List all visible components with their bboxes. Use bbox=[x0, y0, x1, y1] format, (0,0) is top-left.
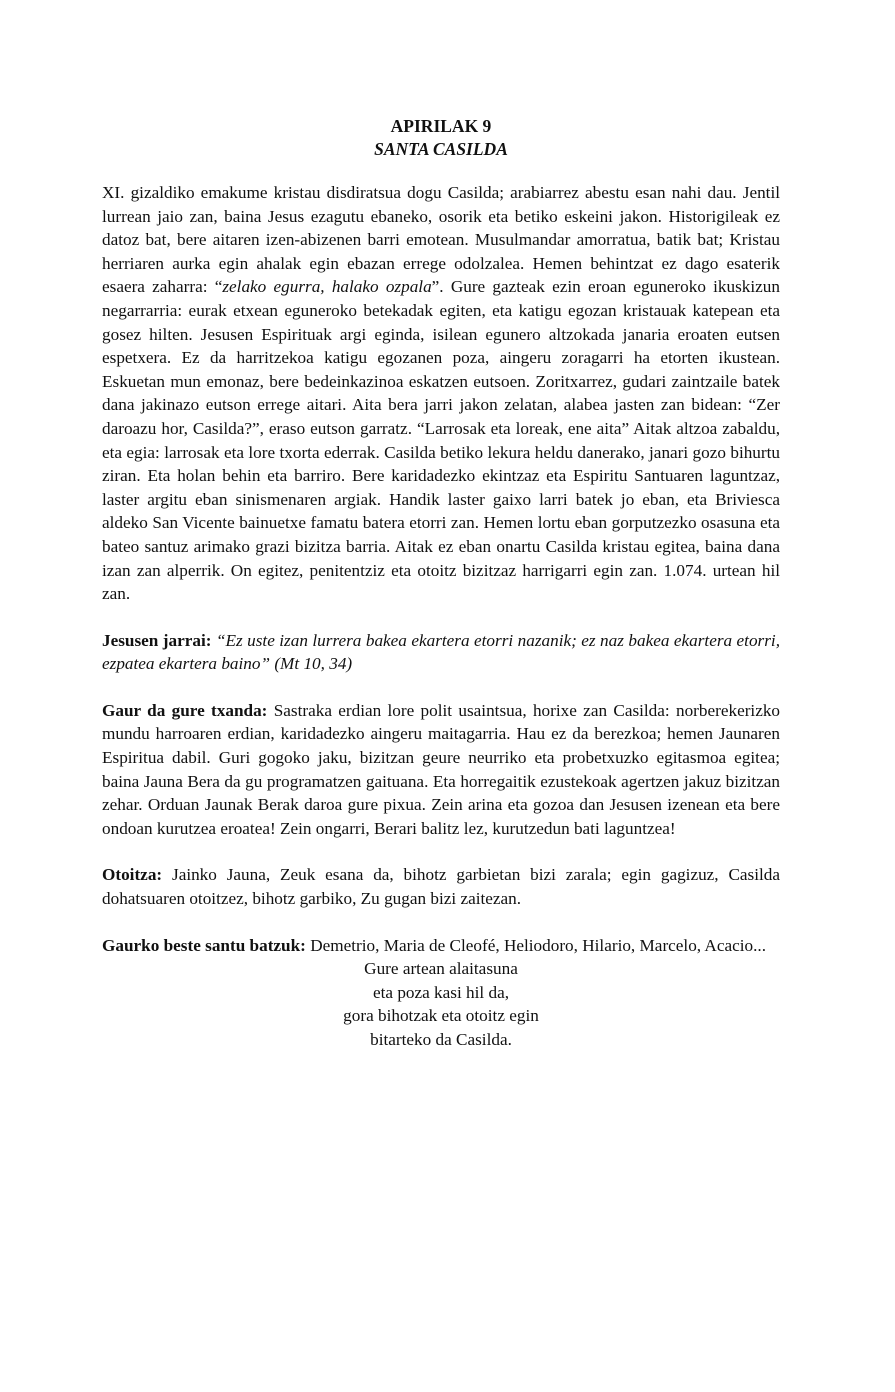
gaur-text: Sastraka erdian lore polit usaintsua, horixe zan Casilda: norberekerizko mundu harroaren erdian, karidadezko aingeru maitagarria. Hau ez da berezkoa; hemen Jaunaren Espiritua dabil. Guri gogoko jaku, bizitzan geure neurriko eta probetxuzko egitasmoa egitea; baina Jauna Bera da gu programatzen gaituana. Eta horregaitik ezustekoak agertzen jakuz bizitzan zehar. Orduan Jaunak Berak daroa gure pixua. Zein arina eta gozoa dan Jesusen izenean eta bere ondoan kurutzea eroatea! Zein ongarri, Berari balitz lez, kurutzedun bati laguntzea! bbox=[102, 700, 781, 838]
beste-santuak-text: Demetrio, Maria de Cleofé, Heliodoro, Hilario, Marcelo, Acacio... bbox=[310, 935, 766, 955]
story-text-part1: XI. gizaldiko emakume kristau disdiratsua dogu Casilda; arabiarrez abestu esan nahi dau. Jentil lurrean jaio zan, baina Jesus ezagutu ebaneko, osorik eta betiko eskeini jakon. Historigileak ez datoz bat, bere aitaren izen-abizenen barri emotean. Musulmandar amorratua, batik bat; Kristau herriaren aurka egin ahalak egin ebazan errege odolzalea. Hemen behintzat ez dago esaterik esaera zaharra: “ bbox=[102, 183, 780, 297]
page-title: APIRILAK 9 bbox=[390, 116, 492, 136]
otoitza-section bbox=[102, 863, 780, 910]
verse-line: Gure artean alaitasuna bbox=[364, 959, 518, 979]
verse-line: bitarteko da Casilda. bbox=[370, 1030, 512, 1049]
otoitza-text: Jainko Jauna, Zeuk esana da, bihotz garbietan bizi zarala; egin gagizuz, Casilda dohatsuaren otoitzez, bihotz garbiko, Zu gugan bizi zaitezan. bbox=[102, 865, 781, 909]
otoitza-label: Otoitza: bbox=[102, 865, 163, 885]
jesusen-jarrai-quote: “Ez uste izan lurrera bakea ekartera etorri nazanik; ez naz bakea ekartera etorri, ezpatea ekartera baino” (Mt 10, 34) bbox=[102, 630, 781, 674]
story-quote: zelako egurra, halako ozpala bbox=[222, 277, 432, 297]
jesusen-jarrai-label: Jesusen jarrai: bbox=[102, 630, 212, 650]
verse-line: eta poza kasi hil da, bbox=[372, 982, 509, 1002]
beste-santuak-label: Gaurko beste santu batzuk: bbox=[102, 935, 306, 955]
page-subtitle: SANTA CASILDA bbox=[374, 139, 508, 159]
story-paragraph bbox=[102, 181, 780, 606]
beste-santuak-section bbox=[102, 934, 780, 958]
jesusen-jarrai-section bbox=[102, 629, 780, 676]
gaur-label: Gaur da gure txanda: bbox=[102, 700, 268, 720]
story-text-part2: ”. Gure gazteak ezin eroan eguneroko ikuskizun negarrarria: eurak etxean eguneroko betekadak egiten, eta katigu egozan kristauak katepean eta gosez hilten. Jesusen Espirituak argi eginda, isilean egunero altzokada janaria eroaten eutsen espetxera. Ez da harritzekoa katigu egozanen poza, aingeru zoragarri ha etorten ikustean. Eskuetan mun emonaz, bere bedeinkazinoa eskatzen eutsoen. Zoritxarrez, gudari zaintzaile batek dana jakinazo eutson errege aitari. Aita bera jarri jakon zelatan, alabea jasten zan bidean: “Zer daroazu hor, Casilda?”, eraso eutson garratz. “Larrosak eta loreak, ene aita” Aitak altzoa zabaldu, eta egia: larrosak eta lore txorta ederrak. Casilda betiko lekura heldu danerako, janari gozo bihurtu ziran. Eta holan behin eta barriro. Bere karidadezko ekintzaz eta Espiritu Santuaren laguntzaz, laster argitu eban sinismenaren argiak. Handik laster gaixo larri batek jo eban, eta Briviesca aldeko San Vicente bainuetxe famatu batera etorri zan. Hemen lortu eban gorputzezko osasuna eta bateo santuz arimako grazi bizitza barria. Aitak ez eban onartu Casilda kristau egitea, baina dana izan zan alperrik. On egitez, penitentziz eta otoitz bizitzaz harrigarri egin zan. 1.074. urtean hil zan. bbox=[102, 277, 780, 604]
page-content bbox=[102, 115, 780, 1052]
verse-line: gora bihotzak eta otoitz egin bbox=[343, 1006, 539, 1026]
closing-verse bbox=[102, 957, 780, 1051]
gaur-section bbox=[102, 699, 780, 841]
